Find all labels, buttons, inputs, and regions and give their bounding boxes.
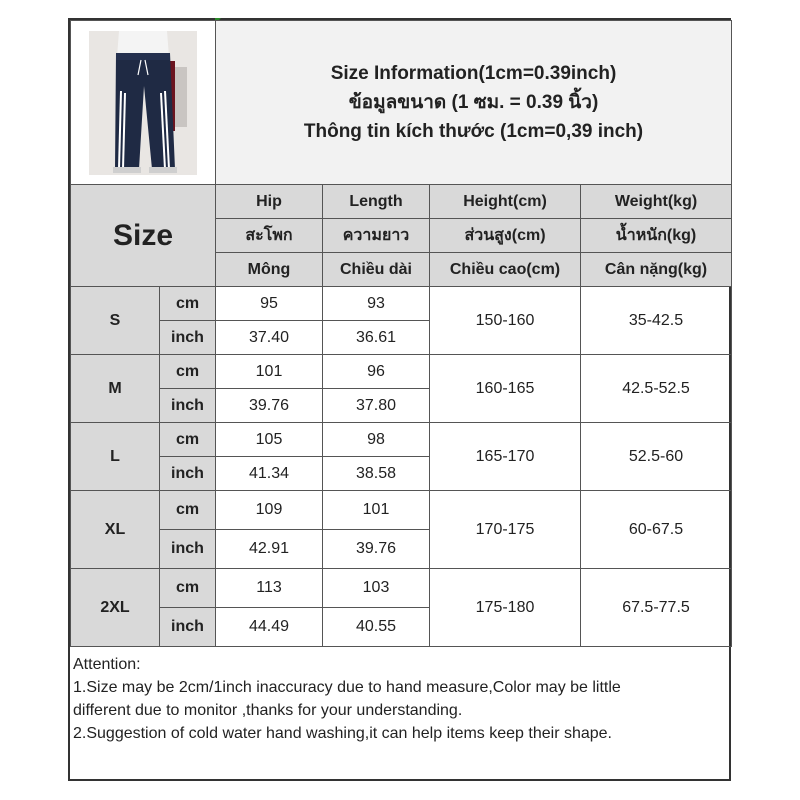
length-inch: 36.61 [323, 321, 430, 355]
attention-line-3: 2.Suggestion of cold water hand washing,it can help items keep their shape. [73, 725, 612, 742]
unit-inch: inch [160, 530, 216, 569]
attention-heading: Attention: [73, 656, 141, 673]
size-cell: S [71, 287, 160, 355]
title-cell [216, 21, 732, 185]
size-cell: 2XL [71, 569, 160, 647]
header-height-en: Height(cm) [430, 185, 581, 219]
length-cm: 96 [323, 355, 430, 389]
header-hip-th: สะโพก [216, 219, 323, 253]
length-cm: 103 [323, 569, 430, 608]
hip-cm: 105 [216, 423, 323, 457]
header-hip-vi: Mông [216, 253, 323, 287]
pants-image [89, 31, 197, 175]
length-inch: 40.55 [323, 608, 430, 647]
unit-cm: cm [160, 287, 216, 321]
hip-cm: 95 [216, 287, 323, 321]
table-row [71, 287, 732, 321]
unit-cm: cm [160, 423, 216, 457]
table-row [71, 423, 732, 457]
length-inch: 39.76 [323, 530, 430, 569]
length-cm: 101 [323, 491, 430, 530]
table-row [71, 491, 732, 530]
height-range: 160-165 [430, 355, 581, 423]
product-photo-cell [71, 21, 216, 185]
hip-inch: 44.49 [216, 608, 323, 647]
unit-inch: inch [160, 608, 216, 647]
height-range: 170-175 [430, 491, 581, 569]
unit-inch: inch [160, 389, 216, 423]
size-cell: XL [71, 491, 160, 569]
height-range: 150-160 [430, 287, 581, 355]
length-cm: 93 [323, 287, 430, 321]
height-range: 175-180 [430, 569, 581, 647]
length-cm: 98 [323, 423, 430, 457]
header-weight-th: น้ำหนัก(kg) [581, 219, 732, 253]
header-height-th: ส่วนสูง(cm) [430, 219, 581, 253]
weight-range: 67.5-77.5 [581, 569, 732, 647]
hip-cm: 109 [216, 491, 323, 530]
attention-notes [70, 651, 731, 747]
header-row-english [71, 185, 732, 219]
unit-cm: cm [160, 491, 216, 530]
size-header: Size [71, 185, 216, 287]
attention-line-1: 1.Size may be 2cm/1inch inaccuracy due to hand measure,Color may be little [73, 679, 621, 696]
unit-cm: cm [160, 355, 216, 389]
product-photo [89, 31, 197, 175]
table-row [71, 569, 732, 608]
attention-line-2: different due to monitor ,thanks for your understanding. [73, 702, 463, 719]
hip-inch: 42.91 [216, 530, 323, 569]
hip-inch: 39.76 [216, 389, 323, 423]
hip-inch: 37.40 [216, 321, 323, 355]
header-hip-en: Hip [216, 185, 323, 219]
unit-inch: inch [160, 457, 216, 491]
hip-inch: 41.34 [216, 457, 323, 491]
size-cell: L [71, 423, 160, 491]
weight-range: 35-42.5 [581, 287, 732, 355]
header-height-vi: Chiều cao(cm) [430, 253, 581, 287]
title-vietnamese: Thông tin kích thước (1cm=0,39 inch) [303, 121, 644, 142]
height-range: 165-170 [430, 423, 581, 491]
title-thai: ข้อมูลขนาด (1 ซม. = 0.39 นิ้ว) [348, 92, 599, 113]
size-cell: M [71, 355, 160, 423]
header-length-th: ความยาว [323, 219, 430, 253]
length-inch: 37.80 [323, 389, 430, 423]
table-row [71, 355, 732, 389]
weight-range: 42.5-52.5 [581, 355, 732, 423]
unit-inch: inch [160, 321, 216, 355]
hip-cm: 113 [216, 569, 323, 608]
length-inch: 38.58 [323, 457, 430, 491]
size-table [70, 20, 732, 647]
unit-cm: cm [160, 569, 216, 608]
weight-range: 52.5-60 [581, 423, 732, 491]
header-length-vi: Chiều dài [323, 253, 430, 287]
hip-cm: 101 [216, 355, 323, 389]
header-weight-vi: Cân nặng(kg) [581, 253, 732, 287]
title-row [71, 21, 732, 185]
header-length-en: Length [323, 185, 430, 219]
size-chart-sheet [68, 18, 731, 781]
title-english: Size Information(1cm=0.39inch) [330, 63, 617, 84]
weight-range: 60-67.5 [581, 491, 732, 569]
header-weight-en: Weight(kg) [581, 185, 732, 219]
